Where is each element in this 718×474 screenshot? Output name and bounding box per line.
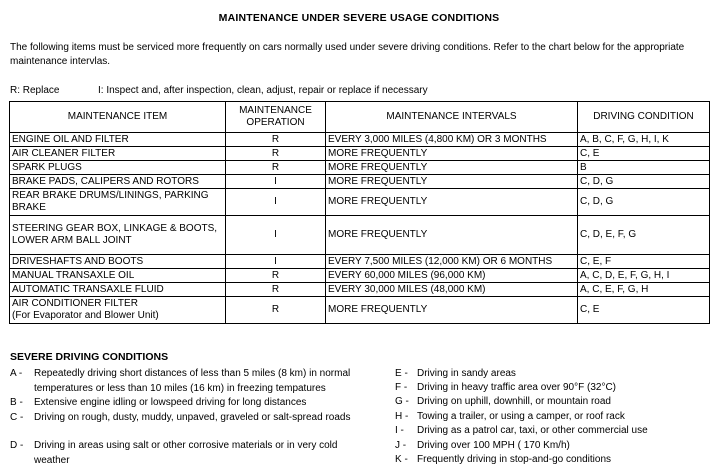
legend-replace: R: Replace <box>10 85 60 96</box>
header-driving-condition: DRIVING CONDITION <box>578 102 710 133</box>
condition-key: H - <box>395 411 409 422</box>
cell-operation: R <box>226 133 326 147</box>
table-row <box>10 147 710 161</box>
cell-operation: R <box>226 147 326 161</box>
condition-key: C - <box>10 412 24 423</box>
table-row <box>10 216 710 255</box>
header-maintenance-operation: MAINTENANCE OPERATION <box>226 102 326 133</box>
condition-g <box>395 394 705 409</box>
condition-f <box>395 380 705 395</box>
condition-h <box>395 409 705 424</box>
table-row <box>10 133 710 147</box>
legend-inspect: I: Inspect and, after inspection, clean, adjust, repair or replace if necessary <box>98 85 428 96</box>
cell-item <box>10 297 226 324</box>
condition-key: I - <box>395 425 404 436</box>
cell-operation: R <box>226 269 326 283</box>
cell-operation: R <box>226 283 326 297</box>
cell-condition: B <box>578 161 710 175</box>
header-maintenance-intervals: MAINTENANCE INTERVALS <box>326 102 578 133</box>
condition-text: Driving in heavy traffic area over 90°F (32°C) <box>417 382 617 393</box>
table-row <box>10 297 710 324</box>
condition-key: K - <box>395 454 408 465</box>
cell-item: REAR BRAKE DRUMS/LININGS, PARKING BRAKE <box>10 189 226 216</box>
condition-key: G - <box>395 396 409 407</box>
cell-item: AUTOMATIC TRANSAXLE FLUID <box>10 283 226 297</box>
cell-operation: I <box>226 175 326 189</box>
condition-c <box>10 410 370 425</box>
table-header-row <box>10 102 710 133</box>
condition-text: Driving on uphill, downhill, or mountain road <box>417 396 611 407</box>
condition-i <box>395 423 705 438</box>
condition-key: F - <box>395 382 408 393</box>
cell-interval: MORE FREQUENTLY <box>326 147 578 161</box>
cell-condition: C, D, G <box>578 175 710 189</box>
cell-condition: A, C, E, F, G, H <box>578 283 710 297</box>
condition-text: Driving over 100 MPH ( 170 Km/h) <box>417 440 570 451</box>
cell-interval: EVERY 60,000 MILES (96,000 KM) <box>326 269 578 283</box>
condition-text: Driving on rough, dusty, muddy, unpaved, graveled or salt-spread roads <box>34 412 351 423</box>
cell-interval: EVERY 7,500 MILES (12,000 KM) OR 6 MONTHS <box>326 255 578 269</box>
cell-item: SPARK PLUGS <box>10 161 226 175</box>
cell-item-note: (For Evaporator and Blower Unit) <box>12 310 159 321</box>
condition-key: D - <box>10 440 24 451</box>
cell-condition: C, E <box>578 297 710 324</box>
cell-condition: C, D, E, F, G <box>578 216 710 255</box>
condition-key: E - <box>395 368 408 379</box>
condition-e <box>395 366 705 381</box>
condition-text: Extensive engine idling or lowspeed driving for long distances <box>34 397 307 408</box>
page-title: MAINTENANCE UNDER SEVERE USAGE CONDITIONS <box>218 12 500 24</box>
cell-interval: MORE FREQUENTLY <box>326 189 578 216</box>
cell-item: BRAKE PADS, CALIPERS AND ROTORS <box>10 175 226 189</box>
table-row <box>10 189 710 216</box>
cell-interval: MORE FREQUENTLY <box>326 175 578 189</box>
header-maintenance-item: MAINTENANCE ITEM <box>10 102 226 133</box>
table-row <box>10 283 710 297</box>
table-row <box>10 161 710 175</box>
cell-item: AIR CLEANER FILTER <box>10 147 226 161</box>
condition-b <box>10 395 390 410</box>
cell-operation: I <box>226 255 326 269</box>
condition-text: Frequently driving in stop-and-go conditions <box>417 454 611 465</box>
severe-conditions-title: SEVERE DRIVING CONDITIONS <box>10 351 169 363</box>
cell-condition: A, B, C, F, G, H, I, K <box>578 133 710 147</box>
condition-text: Driving in areas using salt or other corrosive materials or in very cold weather <box>34 440 338 466</box>
condition-text: Driving as a patrol car, taxi, or other commercial use <box>417 425 648 436</box>
condition-d <box>10 438 370 468</box>
cell-item: ENGINE OIL AND FILTER <box>10 133 226 147</box>
condition-key: J - <box>395 440 407 451</box>
cell-interval: EVERY 30,000 MILES (48,000 KM) <box>326 283 578 297</box>
cell-condition: A, C, D, E, F, G, H, I <box>578 269 710 283</box>
cell-condition: C, D, G <box>578 189 710 216</box>
cell-interval: EVERY 3,000 MILES (4,800 KM) OR 3 MONTHS <box>326 133 578 147</box>
table-row <box>10 255 710 269</box>
condition-text: Repeatedly driving short distances of less than 5 miles (8 km) in normal temperatures or less than 10 miles (16 km) in freezing tempatures <box>34 368 351 394</box>
table-row <box>10 175 710 189</box>
condition-k <box>395 452 705 467</box>
cell-operation: I <box>226 216 326 255</box>
condition-text: Towing a trailer, or using a camper, or roof rack <box>417 411 625 422</box>
condition-text: Driving in sandy areas <box>417 368 516 379</box>
cell-item: STEERING GEAR BOX, LINKAGE & BOOTS, LOWER ARM BALL JOINT <box>10 216 226 255</box>
condition-a <box>10 366 390 396</box>
cell-interval: MORE FREQUENTLY <box>326 161 578 175</box>
cell-interval: MORE FREQUENTLY <box>326 216 578 255</box>
condition-key: B - <box>10 397 23 408</box>
cell-interval: MORE FREQUENTLY <box>326 297 578 324</box>
maintenance-table <box>9 101 710 324</box>
intro-paragraph: The following items must be serviced more frequently on cars normally used under severe driving conditions. Refer to the chart below for the appropriate maintenance intervlas. <box>10 42 685 67</box>
condition-j <box>395 438 705 453</box>
cell-operation: I <box>226 189 326 216</box>
cell-item: MANUAL TRANSAXLE OIL <box>10 269 226 283</box>
cell-operation: R <box>226 161 326 175</box>
cell-operation: R <box>226 297 326 324</box>
cell-condition: C, E, F <box>578 255 710 269</box>
cell-item-title: AIR CONDITIONER FILTER <box>12 298 138 309</box>
cell-condition: C, E <box>578 147 710 161</box>
cell-item: DRIVESHAFTS AND BOOTS <box>10 255 226 269</box>
table-row <box>10 269 710 283</box>
condition-key: A - <box>10 368 23 379</box>
